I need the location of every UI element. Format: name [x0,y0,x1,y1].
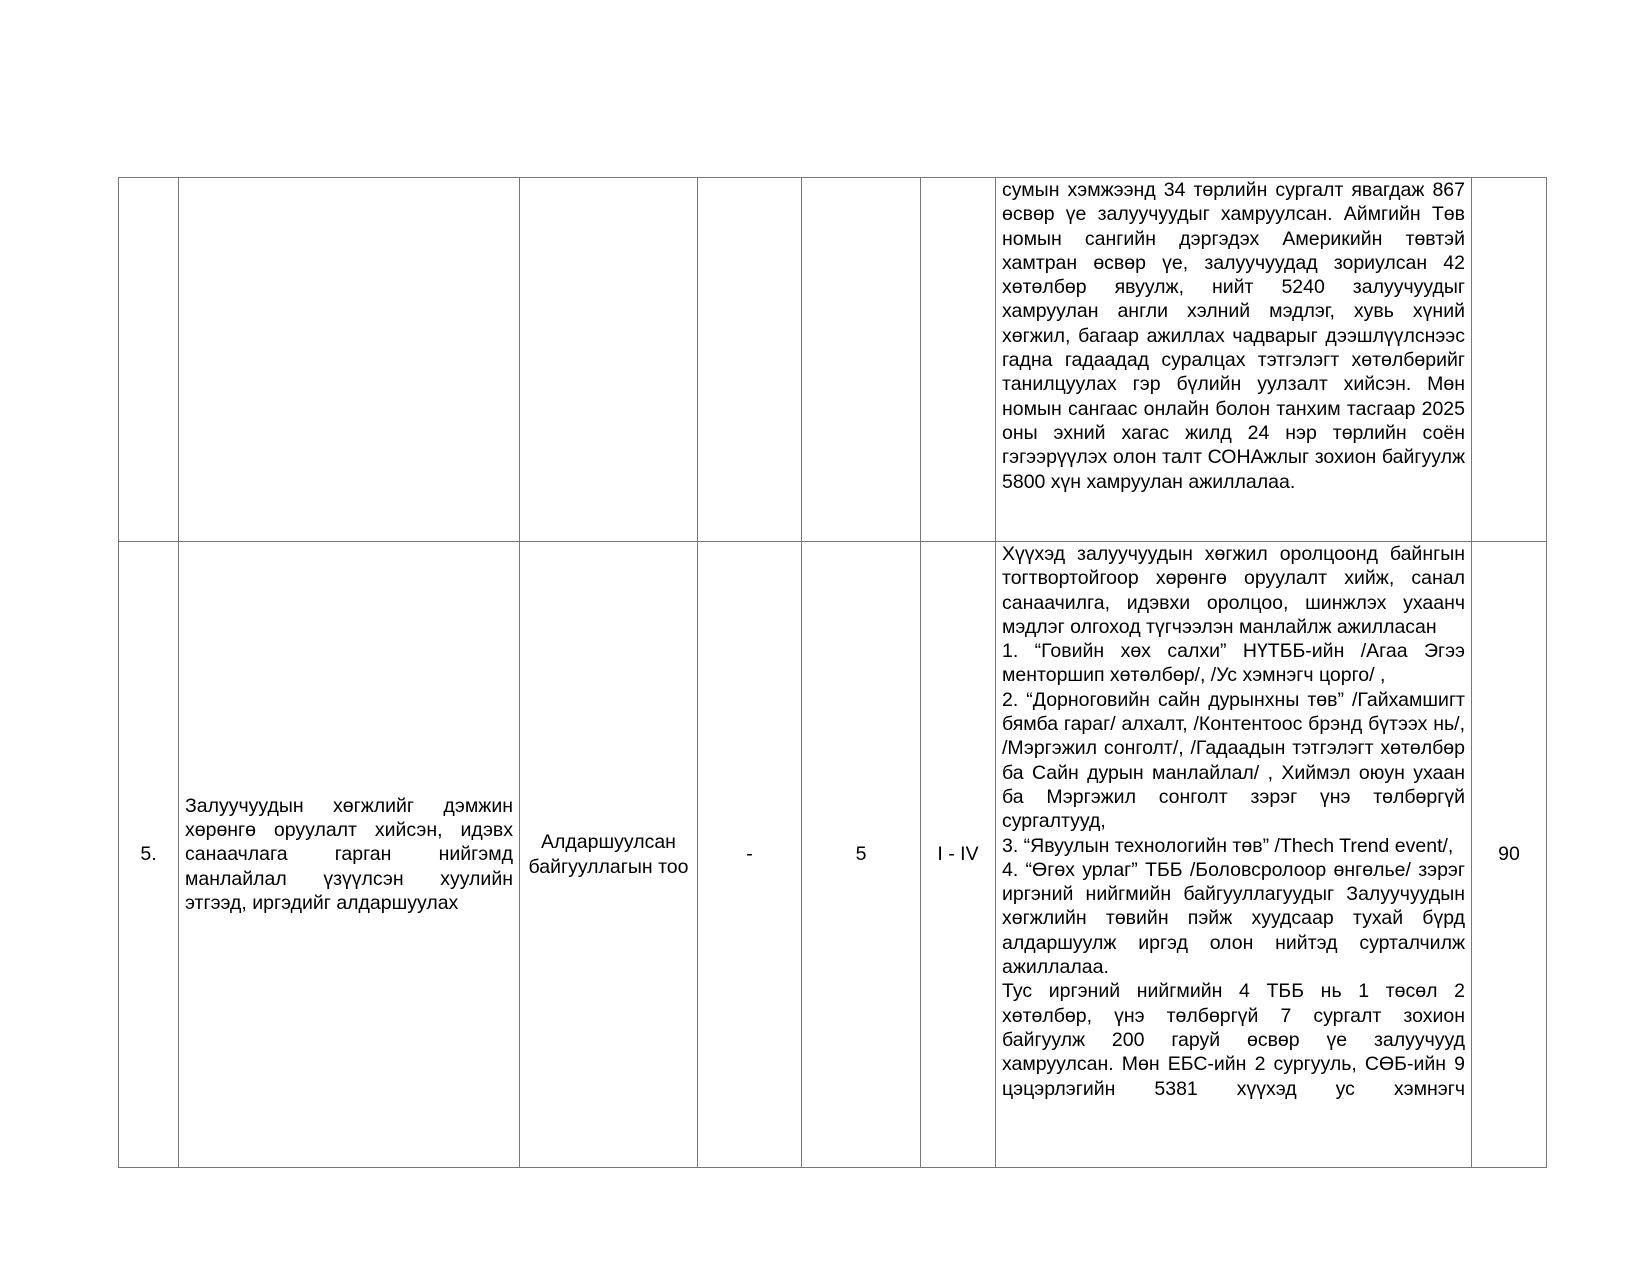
table-row [119,178,1547,542]
progress-paragraph: 4. “Өгөх урлаг” ТББ /Боловсролоор өнгөлье/ зэрэг иргэний нийгмийн байгууллагуудыг Залуучуудын хөгжлийн төвийн пэйж хуудсаар тухай бүрд алдаршуулж иргэд олон нийтэд сурталчилж ажиллалаа. [1002,858,1465,979]
progress-cell [996,542,1472,1168]
indicator-cell: Алдаршуулсан байгууллагын тоо [520,542,698,1168]
table-row [119,542,1547,1168]
progress-text [1002,542,1465,1167]
progress-paragraph: 2. “Дорноговийн сайн дурынхны төв” /Гайхамшигт бямба гараг/ алхалт, /Контентоос брэнд бүтээх нь/, /Мэргэжил сонголт/, /Гадаадын тэтгэлэгт хөтөлбөр ба Сайн дурын манлайлал/ , Хиймэл оюун ухаан ба Мэргэжил сонголт зэрэг үнэ төлбөргүй сургалтууд, [1002,688,1465,833]
row-number-cell [119,178,179,542]
progress-paragraph: Хүүхэд залуучуудын хөгжил оролцоонд байнгын тогтвортойгоор хөрөнгө оруулалт хийж, санал санаачилга, идэвхи оролцоо, шинжлэх ухаанч мэдлэг олгоход түгчээлэн манлайлж ажилласан [1002,543,1465,638]
score-cell [1472,178,1547,542]
baseline-cell: - [698,542,802,1168]
progress-paragraph: 3. “Явуулын технологийн төв” /Thech Trend event/, [1002,834,1454,857]
target-cell [802,178,921,542]
row-number-cell: 5. [119,542,179,1168]
progress-paragraph: Тус иргэний нийгмийн 4 ТББ нь 1 төсөл 2 хөтөлбөр, үнэ төлбөргүй 7 сургалт зохион байгуулж 200 гаруй өсвөр үе залуучууд хамруулсан. Мөн ЕБС-ийн 2 сургууль, СӨБ-ийн 9 цэцэрлэгийн 5381 хүүхэд ус хэмнэгч [1002,980,1465,1100]
indicator-cell [520,178,698,542]
progress-paragraph: 1. “Говийн хөх салхи” НҮТББ-ийн /Агаа Эгээ менторшип хөтөлбөр/, /Ус хэмнэгч цорго/ , [1002,640,1465,687]
activity-cell: Залуучуудын хөгжлийг дэмжин хөрөнгө оруулалт хийсэн, идэвх санаачлага гарган нийгэмд манлайлал үзүүлсэн хуулийн этгээд, иргэдийг алдаршуулах [179,542,520,1168]
score-cell: 90 [1472,542,1547,1168]
progress-paragraph: сумын хэмжээнд 34 төрлийн сургалт явагдаж 867 өсвөр үе залуучуудыг хамруулсан. Аймгийн Төв номын сангийн дэргэдэх Америкийн төвтэй хамтран өсвөр үе, залуучуудад зориулсан 42 хөтөлбөр явуулж, нийт 5240 залуучуудыг хамруулан англи хэлний мэдлэг, хувь хүний хөгжил, багаар ажиллах чадварыг дээшлүүлснээс гадна гадаадад суралцах тэтгэлэгт хөтөлбөрийг танилцуулах гэр бүлийн уулзалт хийсэн. Мөн номын сангаас онлайн болон танхим тасгаар 2025 оны эхний хагас жилд 24 нэр төрлийн соён гэгээрүүлэх олон талт СОНАжлыг зохион байгуулж 5800 хүн хамруулан ажиллалаа. [1002,179,1465,493]
target-cell: 5 [802,542,921,1168]
activity-cell [179,178,520,542]
activity-report-table [118,177,1547,1168]
baseline-cell [698,178,802,542]
progress-cell [996,178,1472,542]
period-cell [921,178,996,542]
period-cell: I - IV [921,542,996,1168]
